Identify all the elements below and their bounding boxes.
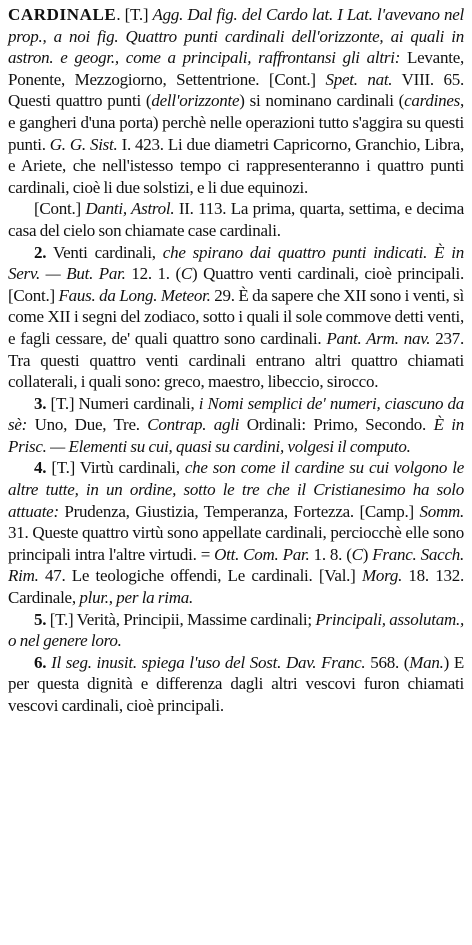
entry-text: 47. Le teologiche offendi, Le cardinali. [Val.]: [38, 566, 362, 586]
entry-text: 12. 1. (: [125, 264, 181, 284]
entry-text: Prudenza, Giustizia, Temperanza, Fortezza. [Camp.]: [58, 501, 420, 521]
entry-text: 568. (: [365, 652, 410, 672]
entry-text: [T.] Virtù cardinali,: [46, 458, 185, 478]
entry-paragraph-4: [8, 393, 464, 458]
italic-text: Agg. Dal fig. del Cardo lat. I Lat. l'avevano nel prop., a noi fig. Quattro punti cardinali dell'orizzonte, ai quali in astron. e geogr., come a principali, raffrontansi gli altri:: [8, 5, 464, 68]
headword: CARDINALE: [8, 5, 117, 24]
entry-text: . [T.]: [116, 5, 153, 24]
italic-text: Ott. Com. Par.: [214, 544, 310, 564]
sense-number: 6.: [34, 652, 47, 672]
entry-text: ) si nominano cardinali (: [239, 91, 405, 111]
italic-text: che spirano dai quattro punti indicati. È in Serv. — But. Par.: [8, 242, 464, 284]
entry-text: 1. 8. (: [309, 544, 352, 564]
entry-text: [T.] Verità, Principii, Massime cardinali;: [46, 609, 316, 629]
italic-text: che son come il cardine su cui volgono le altre tutte, in un ordine, sotto le tre che il Cristianesimo ha solo attuate:: [8, 458, 464, 521]
entry-text: [Cont.]: [34, 199, 86, 219]
dictionary-entry-cardinale: [8, 4, 464, 717]
italic-text: i Nomi semplici de' numeri, ciascuno da sè:: [8, 393, 464, 435]
entry-text: , e gangheri d'una porta) perchè nelle operazioni tutto s'aggira su questi punti.: [8, 91, 464, 154]
entry-paragraph-2: [8, 198, 464, 241]
italic-text: plur., per la rima.: [79, 588, 194, 608]
italic-text: Man.: [409, 652, 444, 672]
entry-text: ) E per questa dignità e differenza dagli altri vescovi furon chiamati vescovi cardinali, cioè principali.: [8, 652, 465, 715]
entry-text: VIII. 65. Questi quattro punti (: [8, 69, 465, 111]
entry-paragraph-6: [8, 609, 464, 652]
italic-text: Spet. nat.: [325, 69, 393, 89]
entry-text: 31. Queste quattro virtù sono appellate cardinali, perciocchè elle sono principali intra l'altre virtudi. =: [8, 523, 464, 564]
entry-text: II. 113. La prima, quarta, settima, e decima casa del cielo son chiamate case cardinali.: [8, 199, 464, 240]
italic-text: Contrap. agli: [147, 415, 240, 435]
entry-text: Levante, Ponente, Mezzogiorno, Settentrione. [Cont.]: [8, 48, 464, 89]
sense-number: 3.: [34, 393, 47, 413]
italic-text: Il seg. inusit. spiega l'uso del Sost. Dav. Franc.: [51, 652, 366, 672]
entry-text: 18. 132. Cardinale,: [8, 566, 465, 608]
italic-text: dell'orizzonte: [151, 91, 240, 111]
italic-text: Pant. Arm. nav.: [326, 328, 431, 348]
italic-text: cardines: [404, 91, 460, 111]
sense-number: 4.: [34, 458, 47, 478]
sense-number: 5.: [34, 609, 47, 629]
italic-text: Faus. da Long. Meteor.: [58, 285, 211, 305]
italic-text: Principali, assolutam., o nel genere loro.: [8, 609, 465, 651]
entry-text: I. 423. Li due diametri Capricorno, Granchio, Libra, e Ariete, che nell'istesso tempo ci rappresenteranno i quattro punti cardinali, cioè li due solstizi, e li due equinozi.: [8, 134, 465, 197]
italic-text: Franc. Sacch. Rim.: [8, 544, 464, 586]
entry-paragraph-7: [8, 652, 464, 717]
sense-number: 2.: [34, 242, 47, 262]
entry-paragraph-1: [8, 4, 464, 198]
entry-text: ) Quattro venti cardinali, cioè principali. [Cont.]: [8, 264, 464, 305]
entry-paragraph-5: [8, 457, 464, 608]
italic-text: C: [180, 264, 192, 284]
entry-text: ): [362, 544, 373, 564]
entry-text: Uno, Due, Tre.: [27, 415, 148, 435]
entry-text: [T.] Numeri cardinali,: [46, 393, 199, 413]
italic-text: Danti, Astrol.: [85, 199, 175, 219]
entry-text: Ordinali: Primo, Secondo.: [239, 415, 434, 435]
italic-text: Morg.: [361, 566, 403, 586]
entry-text: 29. È da sapere che XII sono i venti, sì come XII i segni del zodiaco, sotto i quali il sole commove detti venti, e fagli cessare, de' quali quattro sono cardinali.: [8, 285, 464, 348]
italic-text: Somm.: [419, 501, 464, 521]
entry-text: Venti cardinali,: [46, 242, 163, 262]
entry-text: 237. Tra questi quattro venti cardinali entrano altri quattro chiamati collaterali, i quali sono: greco, maestro, libeccio, sirocco.: [8, 328, 465, 392]
italic-text: C: [351, 544, 363, 564]
entry-paragraph-3: [8, 242, 464, 393]
italic-text: È in Prisc. — Elementi su cui, quasi su cardini, volgesi il computo.: [8, 415, 465, 456]
italic-text: G. G. Sist.: [49, 134, 118, 154]
